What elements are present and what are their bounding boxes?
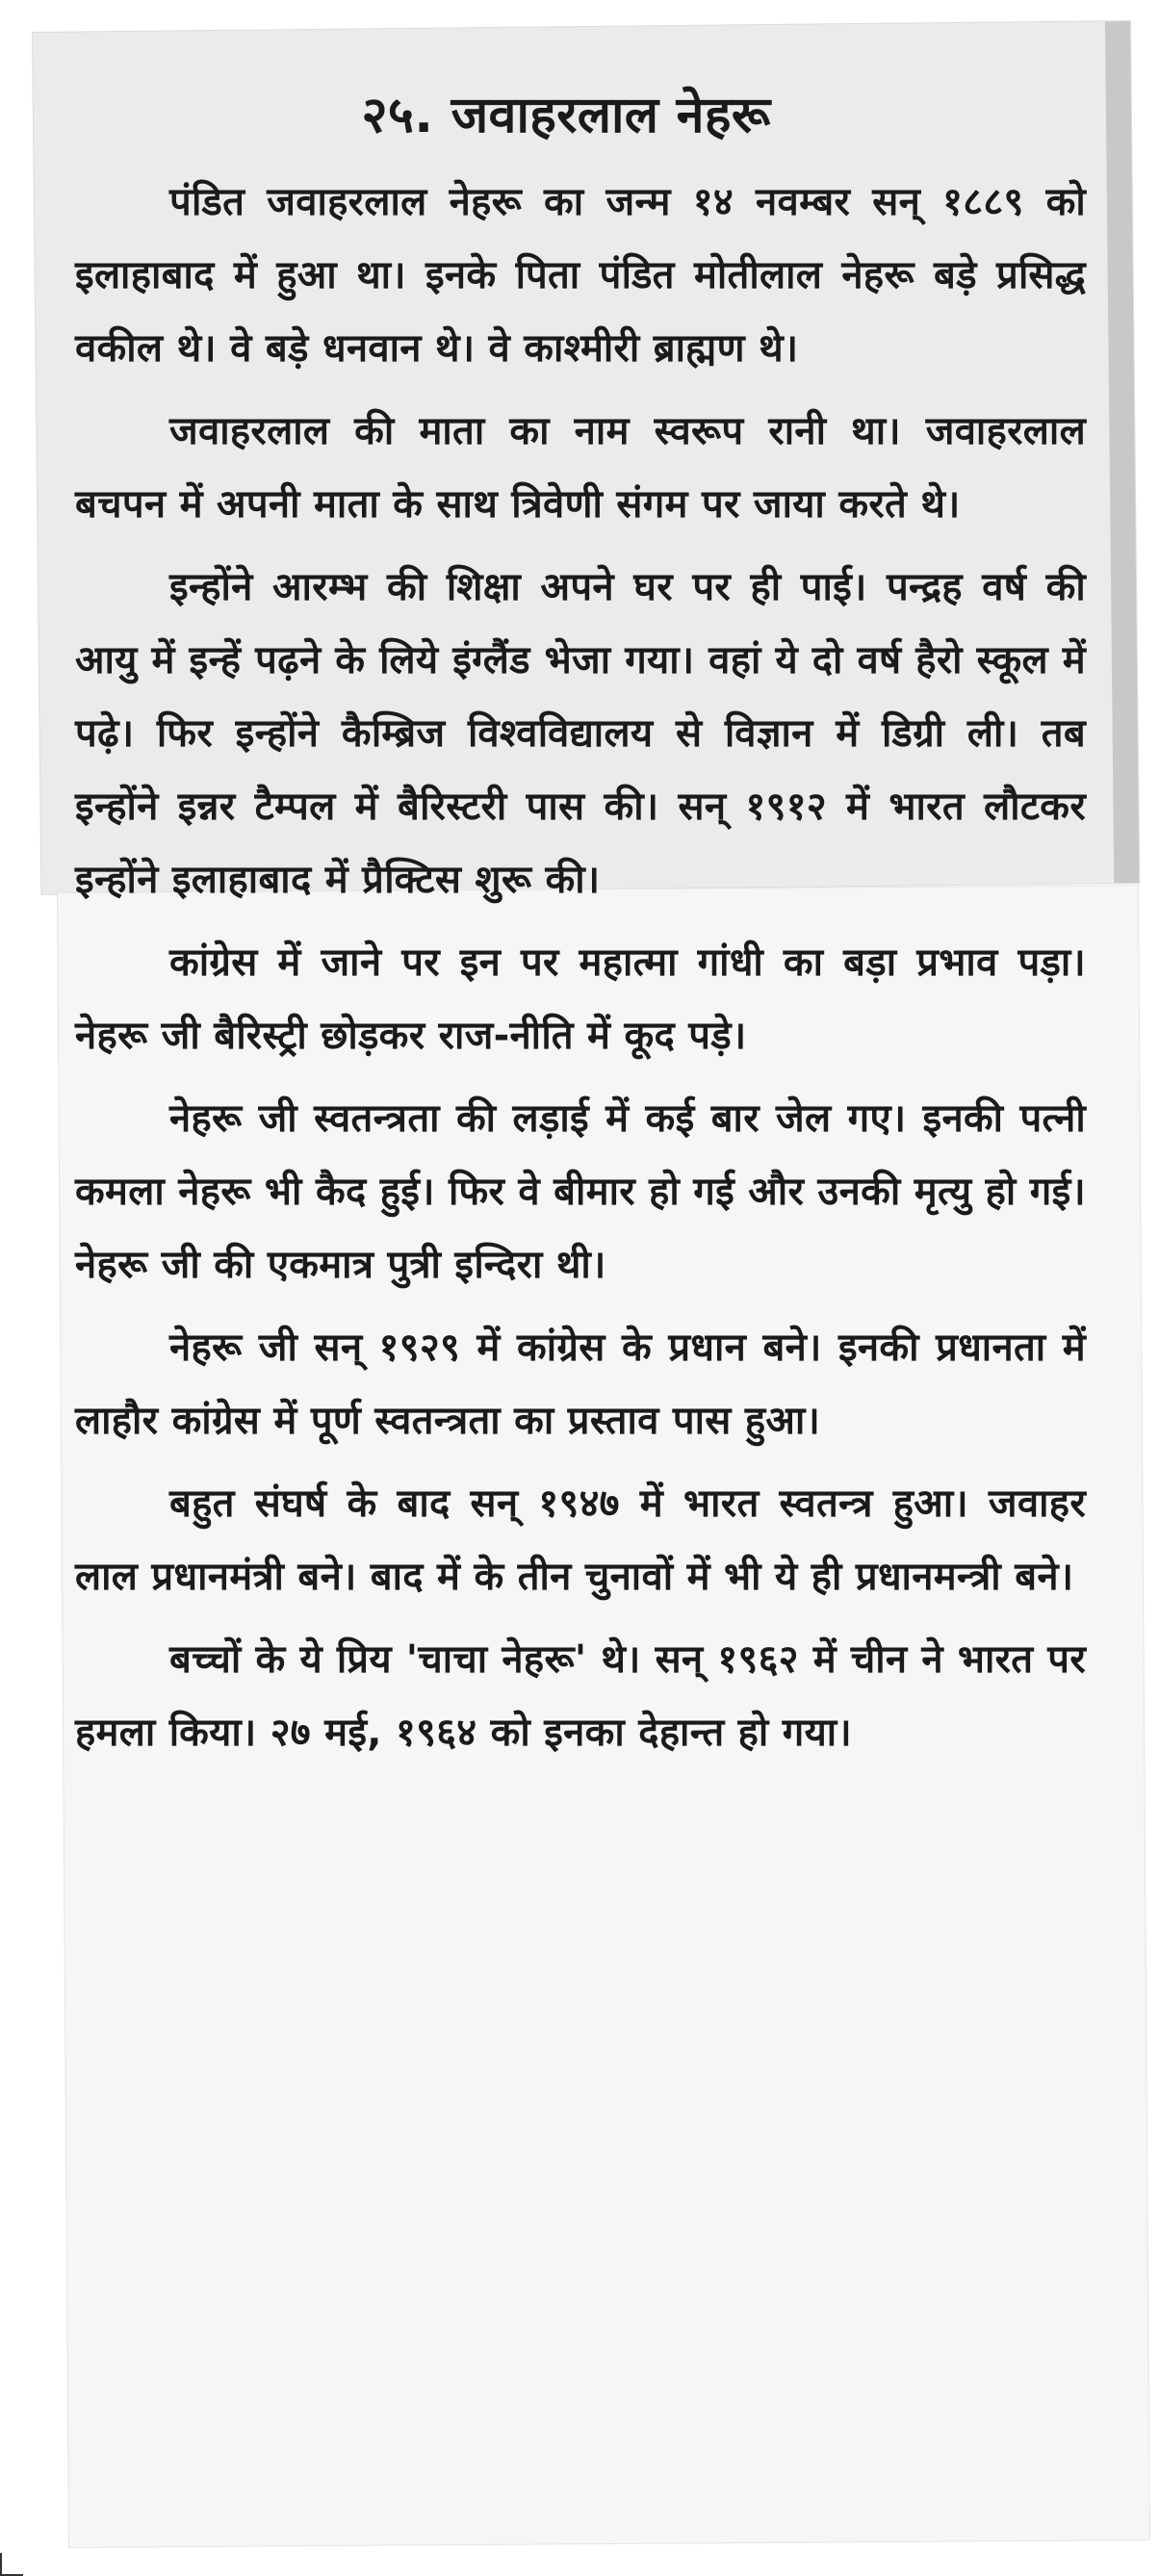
- paragraph-independence: बहुत संघर्ष के बाद सन् १९४७ में भारत स्वतन्त्र हुआ। जवाहर लाल प्रधानमंत्री बने। बाद में के तीन चुनावों में भी ये ही प्रधानमन्त्री बने।: [75, 1481, 1086, 1599]
- page-shadow-edge: [1105, 21, 1139, 883]
- crop-corner-mark: [0, 2553, 23, 2576]
- document-body: [75, 77, 1086, 1779]
- paragraph-birth: पंडित जवाहरलाल नेहरू का जन्म १४ नवम्बर सन् १८८९ को इलाहाबाद में हुआ था। इनके पिता पंडित मोतीलाल नेहरू बड़े प्रसिद्ध वकील थे। वे बड़े धनवान थे। वे काश्मीरी ब्राह्मण थे।: [75, 180, 1086, 371]
- paragraph-president: नेहरू जी सन् १९२९ में कांग्रेस के प्रधान बने। इनकी प्रधानता में लाहौर कांग्रेस में पूर्ण स्वतन्त्रता का प्रस्ताव पास हुआ।: [75, 1326, 1086, 1443]
- paragraph-education: इन्होंने आरम्भ की शिक्षा अपने घर पर ही पाई। पन्द्रह वर्ष की आयु में इन्हें पढ़ने के लिये इंग्लैंड भेजा गया। वहां ये दो वर्ष हैरो स्कूल में पढ़े। फिर इन्होंने कैम्ब्रिज विश्वविद्यालय से विज्ञान में डिग्री ली। तब इन्होंने इन्नर टैम्पल में बैरिस्टरी पास की। सन् १९१२ में भारत लौटकर इन्होंने इलाहाबाद में प्रैक्टिस शुरू की।: [75, 565, 1086, 902]
- paragraph-mother: जवाहरलाल की माता का नाम स्वरूप रानी था। जवाहरलाल बचपन में अपनी माता के साथ त्रिवेणी संगम पर जाया करते थे।: [75, 409, 1086, 527]
- paragraph-chacha-nehru: बच्चों के ये प्रिय 'चाचा नेहरू' थे। सन् १९६२ में चीन ने भारत पर हमला किया। २७ मई, १९६४ को इनका देहान्त हो गया।: [75, 1637, 1086, 1755]
- paragraph-congress: कांग्रेस में जाने पर इन पर महात्मा गांधी का बड़ा प्रभाव पड़ा। नेहरू जी बैरिस्ट्री छोड़कर राज-नीति में कूद पड़े।: [75, 940, 1086, 1058]
- chapter-title: २५. जवाहरलाल नेहरू: [361, 87, 771, 144]
- paragraph-jail: नेहरू जी स्वतन्त्रता की लड़ाई में कई बार जेल गए। इनकी पत्नी कमला नेहरू भी कैद हुई। फिर वे बीमार हो गई और उनकी मृत्यु हो गई। नेहरू जी की एकमात्र पुत्री इन्दिरा थी।: [75, 1096, 1086, 1287]
